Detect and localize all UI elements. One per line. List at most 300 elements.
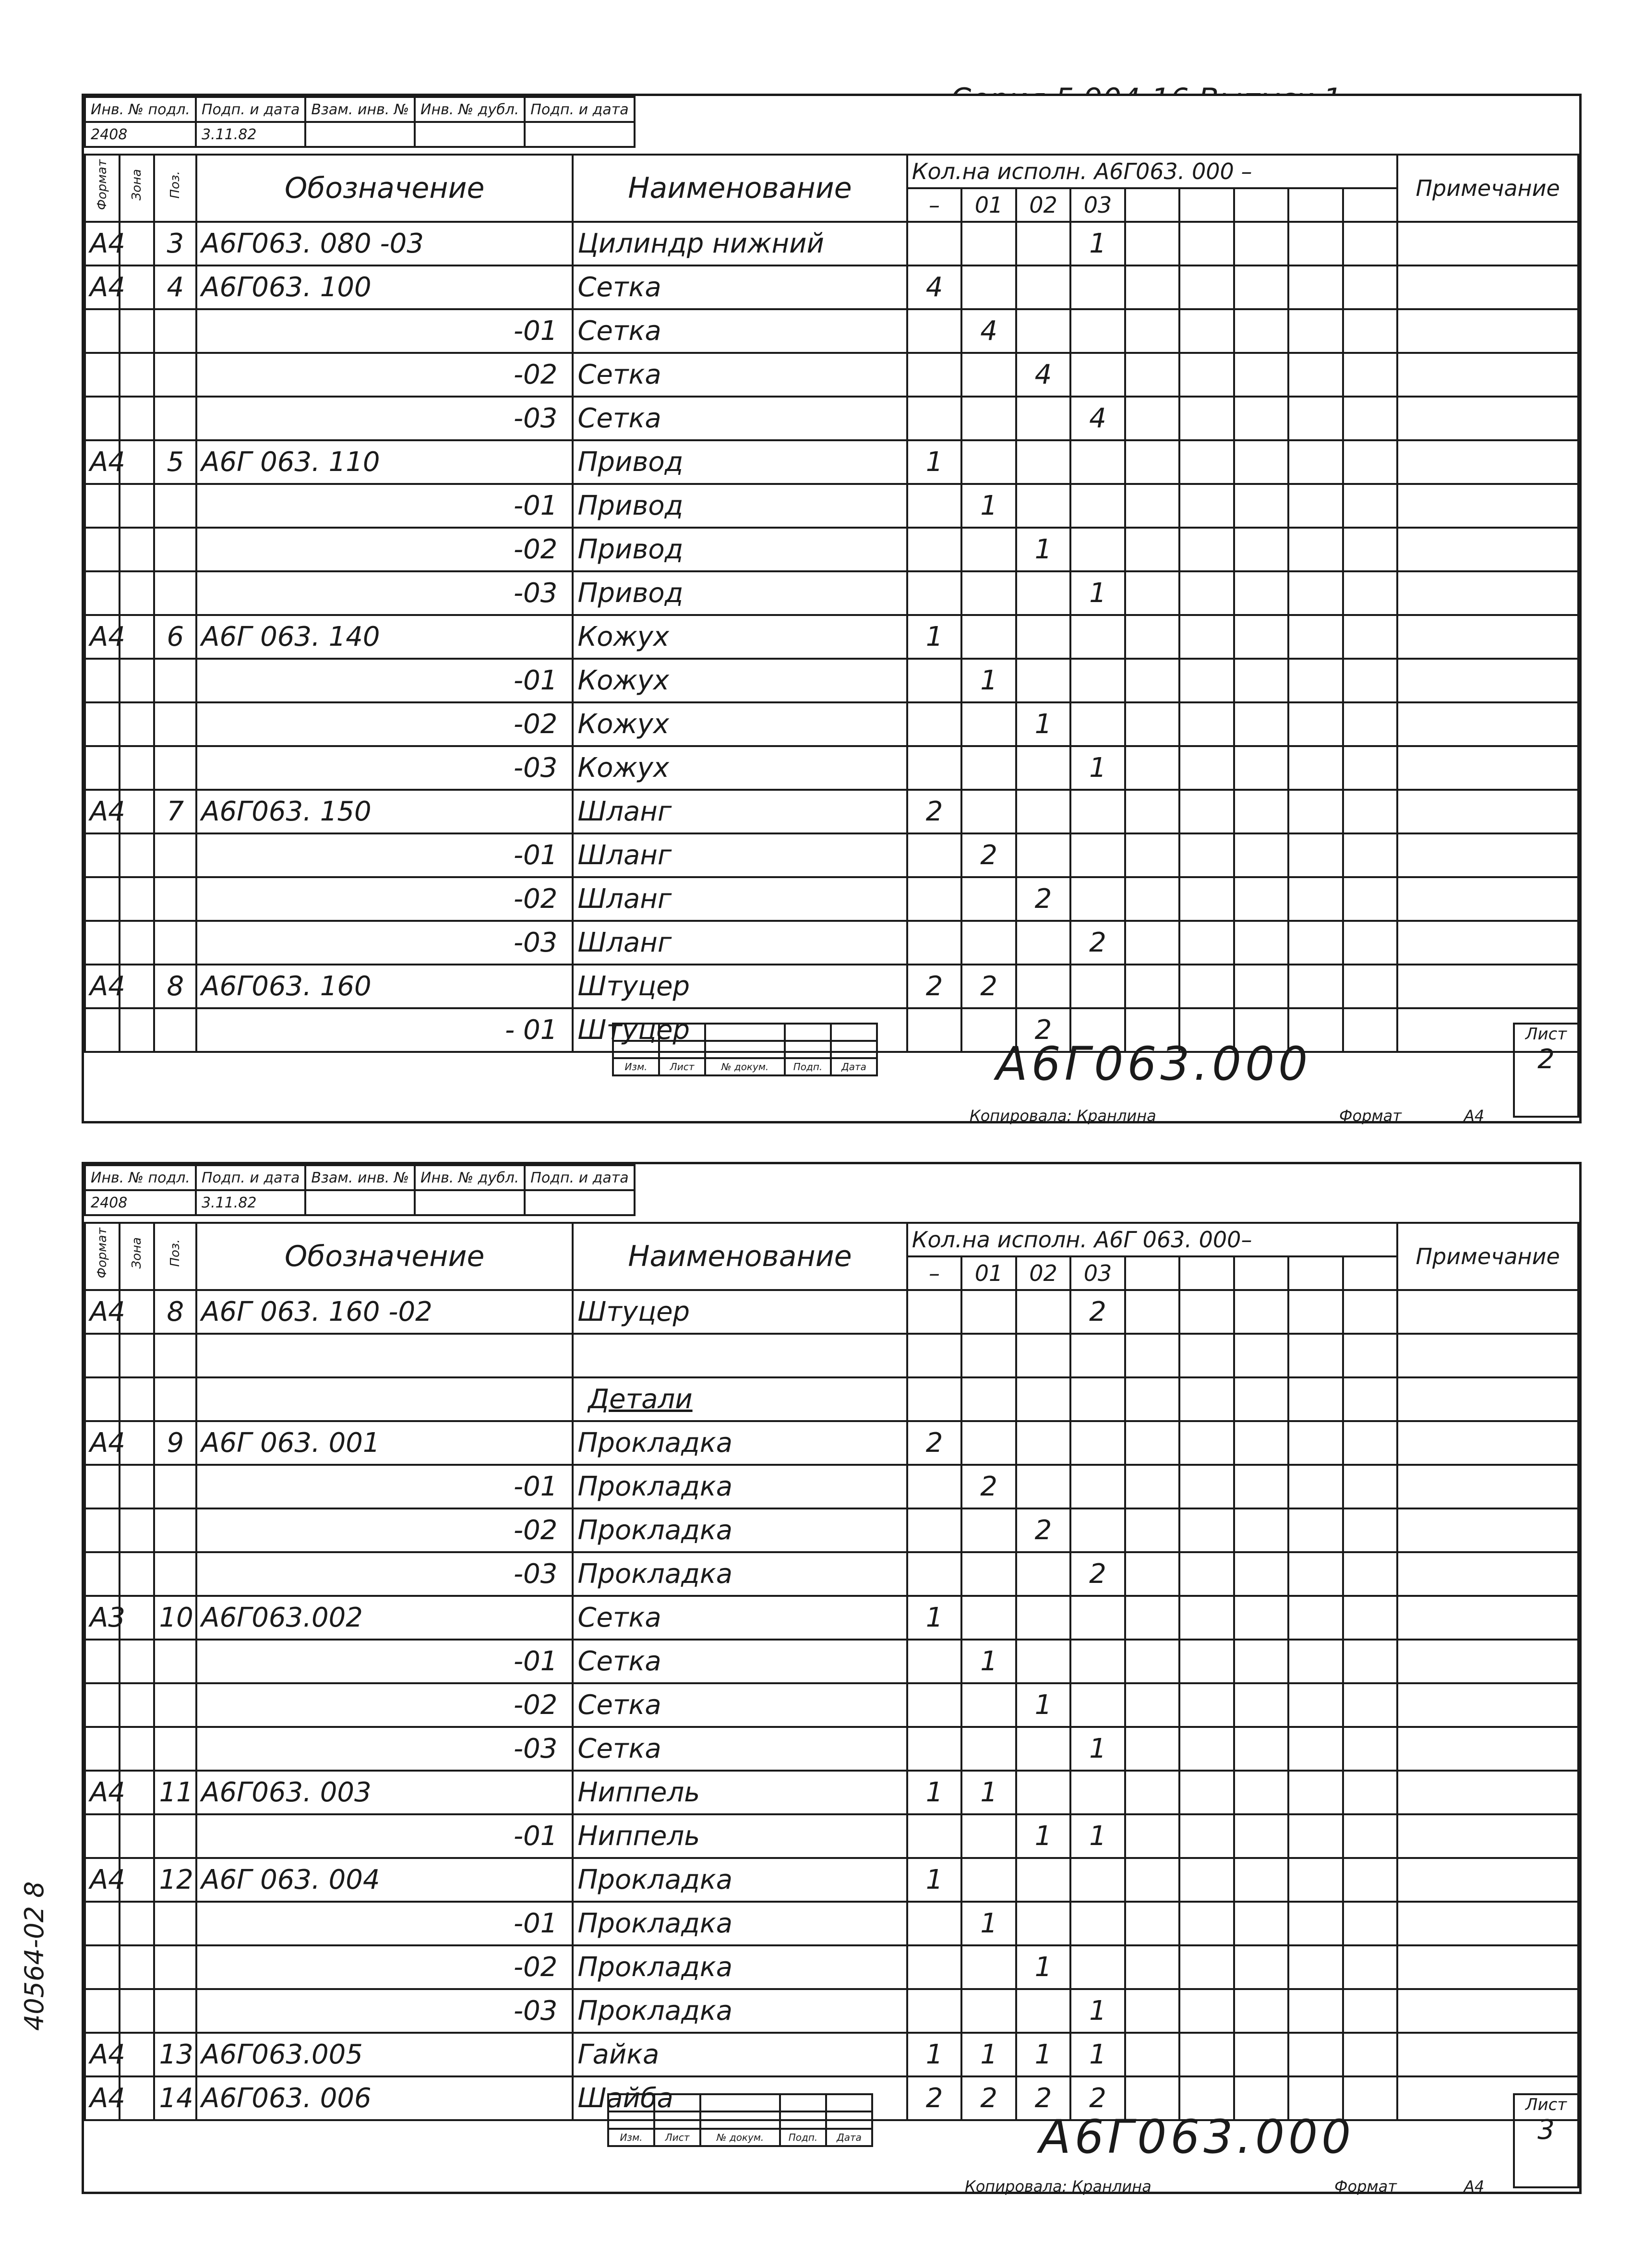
cell-name	[573, 1421, 907, 1465]
cell-designation: -02	[196, 353, 573, 397]
cell-note	[1397, 1334, 1578, 1377]
cell-qty-empty	[1125, 528, 1179, 571]
cell-format	[85, 309, 120, 353]
cell-qty-empty	[1343, 1945, 1398, 1989]
cell-note	[1397, 265, 1578, 309]
cell-qty-empty	[1288, 965, 1343, 1008]
cell-format: А4	[85, 790, 120, 833]
cell-qty-empty	[1179, 1421, 1234, 1465]
cell-name	[573, 1465, 907, 1508]
cell-qty-empty	[1343, 440, 1398, 484]
cell-qty-empty	[1125, 1421, 1179, 1465]
table-row	[85, 353, 1578, 397]
cell-name-text: Прокладка	[577, 1471, 733, 1502]
stamp2-sign-header: Подп. и дата	[196, 1165, 305, 1190]
cell-name-text: Кожух	[577, 665, 670, 696]
cell-format	[85, 528, 120, 571]
cell-qty-empty	[1125, 1465, 1179, 1508]
cell-qty-empty	[1288, 1290, 1343, 1334]
cell-qty-empty	[1343, 615, 1398, 659]
cell-name-text: Шланг	[577, 796, 672, 827]
cell-name-text: Шланг	[577, 840, 672, 871]
cell-qty	[1016, 965, 1070, 1008]
format-value-2: А4	[1464, 2177, 1485, 2196]
cell-pos	[154, 659, 196, 702]
qty2-col-03: 03	[1070, 1256, 1125, 1290]
cell-qty	[907, 222, 961, 265]
cell-pos: 9	[154, 1421, 196, 1465]
cell-qty-empty	[1234, 1552, 1288, 1596]
cell-qty	[1016, 746, 1070, 790]
cell-qty	[1016, 1640, 1070, 1683]
cell-name	[573, 1683, 907, 1727]
cell-format	[85, 877, 120, 921]
cell-qty-empty	[1288, 1945, 1343, 1989]
cell-qty	[907, 1902, 961, 1945]
cell-format: А4	[85, 2033, 120, 2076]
cell-name	[573, 921, 907, 965]
cell-name	[573, 659, 907, 702]
cell-qty	[961, 877, 1016, 921]
cell-zone	[120, 528, 154, 571]
cell-qty: 2	[961, 2076, 1016, 2120]
table-row	[85, 833, 1578, 877]
cell-pos	[154, 1640, 196, 1683]
cell-format	[85, 1945, 120, 1989]
cell-qty	[1016, 1334, 1070, 1377]
cell-format: А4	[85, 1290, 120, 1334]
qty-col-base: –	[907, 188, 961, 222]
cell-name-text: Прокладка	[577, 1995, 733, 2027]
cell-qty-empty	[1179, 965, 1234, 1008]
cell-format: А4	[85, 265, 120, 309]
cell-qty	[1070, 1771, 1125, 1814]
cell-designation: -03	[196, 397, 573, 440]
cell-qty	[907, 746, 961, 790]
cell-qty-empty	[1343, 659, 1398, 702]
cell-zone	[120, 659, 154, 702]
tb2-label-change: Изм.	[608, 2129, 654, 2146]
cell-zone	[120, 1377, 154, 1421]
cell-format	[85, 702, 120, 746]
cell-qty-empty	[1125, 877, 1179, 921]
cell-qty-empty	[1234, 571, 1288, 615]
cell-qty-empty	[1288, 1421, 1343, 1465]
cell-note	[1397, 877, 1578, 921]
spec-table-1	[84, 154, 1579, 1053]
cell-qty-empty	[1288, 833, 1343, 877]
cell-pos	[154, 1334, 196, 1377]
cell-designation: -01	[196, 1465, 573, 1508]
cell-qty: 1	[1070, 571, 1125, 615]
cell-qty	[1070, 1640, 1125, 1683]
cell-format	[85, 1727, 120, 1771]
cell-qty-empty	[1288, 790, 1343, 833]
cell-qty	[961, 1596, 1016, 1640]
stamp2-dup-header: Инв. № дубл.	[415, 1165, 525, 1190]
cell-qty-empty	[1179, 659, 1234, 702]
cell-qty	[1016, 1858, 1070, 1902]
col-note: Примечание	[1397, 155, 1578, 222]
spec-rows-2	[85, 1290, 1578, 2120]
cell-qty	[1016, 265, 1070, 309]
cell-pos	[154, 1377, 196, 1421]
cell-qty-empty	[1343, 571, 1398, 615]
table-row	[85, 2033, 1578, 2076]
cell-note	[1397, 440, 1578, 484]
cell-qty: 1	[1070, 1814, 1125, 1858]
cell-qty-empty	[1179, 1377, 1234, 1421]
cell-pos	[154, 1814, 196, 1858]
cell-qty-empty	[1125, 397, 1179, 440]
table-row	[85, 1902, 1578, 1945]
cell-qty-empty	[1343, 1377, 1398, 1421]
cell-qty	[961, 1989, 1016, 2033]
table-row	[85, 659, 1578, 702]
cell-designation: А6Г063. 006	[196, 2076, 573, 2120]
cell-qty-empty	[1179, 1640, 1234, 1683]
cell-note	[1397, 1421, 1578, 1465]
cell-designation: А6Г063. 080 -03	[196, 222, 573, 265]
cell-zone	[120, 1640, 154, 1683]
col-format: Формат	[85, 155, 120, 222]
cell-name-text: Детали	[588, 1384, 693, 1415]
cell-note	[1397, 309, 1578, 353]
qty2-col-02: 02	[1016, 1256, 1070, 1290]
cell-name	[573, 615, 907, 659]
spec-table-2	[84, 1222, 1579, 2121]
title-block-1	[612, 1023, 878, 1076]
cell-qty: 1	[961, 1771, 1016, 1814]
cell-qty	[907, 528, 961, 571]
cell-pos	[154, 1508, 196, 1552]
cell-qty-empty	[1343, 2033, 1398, 2076]
cell-qty	[1070, 484, 1125, 528]
cell-qty	[961, 571, 1016, 615]
tb2-label-date: Дата	[826, 2129, 872, 2146]
cell-qty-empty	[1343, 1290, 1398, 1334]
cell-note	[1397, 484, 1578, 528]
cell-designation: -02	[196, 1683, 573, 1727]
cell-qty: 4	[1016, 353, 1070, 397]
cell-qty-empty	[1179, 702, 1234, 746]
cell-qty: 2	[907, 2076, 961, 2120]
cell-name	[573, 1771, 907, 1814]
cell-qty: 2	[961, 833, 1016, 877]
cell-designation: -03	[196, 1989, 573, 2033]
cell-format	[85, 1008, 120, 1052]
cell-qty	[1070, 265, 1125, 309]
cell-qty	[907, 1683, 961, 1727]
stamp-sign2-header: Подп. и дата	[525, 97, 634, 122]
cell-qty-empty	[1343, 1334, 1398, 1377]
sheet-number-1: 2	[1537, 1044, 1555, 1075]
cell-qty-empty	[1234, 1334, 1288, 1377]
cell-qty	[1070, 1465, 1125, 1508]
cell-note	[1397, 1727, 1578, 1771]
cell-pos	[154, 484, 196, 528]
cell-designation: -01	[196, 1902, 573, 1945]
col2-pos: Поз.	[154, 1223, 196, 1290]
table-row	[85, 397, 1578, 440]
cell-name-text: Штуцер	[577, 1296, 690, 1327]
cell-qty: 1	[961, 1902, 1016, 1945]
cell-qty	[1070, 877, 1125, 921]
cell-qty	[1070, 353, 1125, 397]
cell-zone	[120, 1008, 154, 1052]
cell-qty-empty	[1234, 1771, 1288, 1814]
cell-qty-empty	[1234, 1465, 1288, 1508]
cell-qty-empty	[1343, 1465, 1398, 1508]
cell-qty: 2	[1016, 1508, 1070, 1552]
cell-qty-empty	[1234, 1290, 1288, 1334]
cell-zone	[120, 877, 154, 921]
cell-qty-empty	[1234, 1989, 1288, 2033]
cell-pos	[154, 746, 196, 790]
cell-qty-empty	[1125, 746, 1179, 790]
cell-qty-empty	[1125, 615, 1179, 659]
cell-qty-empty	[1343, 1814, 1398, 1858]
cell-qty: 1	[961, 1640, 1016, 1683]
cell-designation: -01	[196, 833, 573, 877]
cell-zone	[120, 1334, 154, 1377]
cell-format	[85, 1989, 120, 2033]
cell-qty-empty	[1234, 702, 1288, 746]
cell-qty-empty	[1125, 1902, 1179, 1945]
cell-designation: А6Г063.005	[196, 2033, 573, 2076]
cell-qty-empty	[1288, 1771, 1343, 1814]
cell-note	[1397, 222, 1578, 265]
cell-qty-empty	[1234, 833, 1288, 877]
cell-qty	[1070, 309, 1125, 353]
cell-note	[1397, 1640, 1578, 1683]
cell-name-text: Привод	[577, 578, 684, 609]
cell-qty	[1016, 484, 1070, 528]
cell-qty-empty	[1179, 265, 1234, 309]
side-archive-number: 40564-02 8	[19, 1881, 49, 2031]
cell-qty: 1	[1016, 702, 1070, 746]
cell-qty-empty	[1234, 1508, 1288, 1552]
table-row	[85, 790, 1578, 833]
cell-qty-empty	[1125, 1814, 1179, 1858]
cell-note	[1397, 1814, 1578, 1858]
col2-zone: Зона	[120, 1223, 154, 1290]
cell-qty-empty	[1234, 1596, 1288, 1640]
cell-qty-empty	[1125, 1683, 1179, 1727]
sheet-label-2: Лист	[1525, 2095, 1567, 2114]
cell-name	[573, 265, 907, 309]
cell-name-text: Сетка	[577, 403, 661, 434]
cell-designation: А6Г063. 160	[196, 965, 573, 1008]
cell-qty: 1	[907, 615, 961, 659]
cell-qty: 4	[907, 265, 961, 309]
cell-format	[85, 1552, 120, 1596]
col2-note: Примечание	[1397, 1223, 1578, 1290]
cell-format	[85, 1377, 120, 1421]
cell-pos: 8	[154, 1290, 196, 1334]
cell-pos	[154, 1683, 196, 1727]
cell-name-text: Сетка	[577, 1602, 661, 1633]
cell-qty-empty	[1125, 1727, 1179, 1771]
cell-qty	[961, 1508, 1016, 1552]
cell-qty	[1070, 659, 1125, 702]
cell-format	[85, 1902, 120, 1945]
cell-name-text: Прокладка	[577, 1952, 733, 1983]
cell-qty	[1016, 1377, 1070, 1421]
cell-qty-empty	[1125, 571, 1179, 615]
table-row	[85, 1465, 1578, 1508]
cell-qty-empty	[1125, 222, 1179, 265]
cell-qty	[1070, 1945, 1125, 1989]
cell-qty	[907, 397, 961, 440]
cell-qty: 2	[961, 965, 1016, 1008]
cell-zone	[120, 1727, 154, 1771]
tb-label-sheet: Лист	[659, 1058, 705, 1075]
cell-qty-empty	[1288, 1596, 1343, 1640]
cell-qty: 2	[1070, 1290, 1125, 1334]
cell-qty-empty	[1179, 440, 1234, 484]
cell-name-text: Штуцер	[577, 1014, 690, 1046]
cell-name	[573, 1727, 907, 1771]
cell-name-text: Прокладка	[577, 1427, 733, 1459]
cell-format	[85, 921, 120, 965]
table-row	[85, 1989, 1578, 2033]
cell-qty-empty	[1234, 397, 1288, 440]
cell-note	[1397, 1290, 1578, 1334]
cell-designation: -03	[196, 921, 573, 965]
cell-qty	[961, 528, 1016, 571]
cell-zone	[120, 484, 154, 528]
table-row	[85, 746, 1578, 790]
tb2-label-docnum: № докум.	[700, 2129, 780, 2146]
cell-qty	[907, 702, 961, 746]
cell-format: А4	[85, 965, 120, 1008]
cell-format	[85, 1334, 120, 1377]
cell-qty-empty	[1288, 484, 1343, 528]
cell-qty: 1	[907, 1858, 961, 1902]
table-row	[85, 571, 1578, 615]
cell-qty	[961, 1377, 1016, 1421]
cell-qty	[1016, 1421, 1070, 1465]
cell-qty: 2	[1016, 2076, 1070, 2120]
cell-qty-empty	[1288, 1814, 1343, 1858]
cell-qty	[1016, 790, 1070, 833]
cell-qty-empty	[1343, 1902, 1398, 1945]
cell-designation: -01	[196, 1640, 573, 1683]
cell-qty-empty	[1234, 790, 1288, 833]
stamp2-inv-header: Инв. № подл.	[85, 1165, 196, 1190]
tb-label-sign: Подп.	[785, 1058, 831, 1075]
table-row	[85, 1421, 1578, 1465]
cell-qty: 1	[1016, 528, 1070, 571]
cell-qty-empty	[1234, 484, 1288, 528]
cell-qty	[907, 1290, 961, 1334]
cell-qty	[907, 1465, 961, 1508]
cell-format: А4	[85, 1421, 120, 1465]
sheet-label-1: Лист	[1525, 1025, 1567, 1044]
cell-name	[573, 1814, 907, 1858]
cell-qty-empty	[1179, 528, 1234, 571]
cell-qty	[1016, 440, 1070, 484]
cell-qty-empty	[1125, 965, 1179, 1008]
cell-format: А4	[85, 615, 120, 659]
cell-qty	[1016, 1596, 1070, 1640]
cell-qty	[961, 222, 1016, 265]
cell-qty	[961, 353, 1016, 397]
cell-qty-empty	[1125, 1596, 1179, 1640]
cell-qty-empty	[1288, 1989, 1343, 2033]
stamp2-replace-header: Взам. инв. №	[305, 1165, 415, 1190]
cell-qty-empty	[1179, 484, 1234, 528]
cell-pos: 11	[154, 1771, 196, 1814]
cell-qty-empty	[1343, 965, 1398, 1008]
cell-qty-empty	[1343, 1552, 1398, 1596]
cell-qty-empty	[1234, 746, 1288, 790]
cell-qty	[907, 1552, 961, 1596]
cell-note	[1397, 659, 1578, 702]
sheet-number-box-2	[1513, 2093, 1579, 2188]
cell-name	[573, 309, 907, 353]
cell-qty-empty	[1343, 484, 1398, 528]
col-name: Наименование	[573, 155, 907, 222]
cell-qty	[961, 397, 1016, 440]
cell-qty	[961, 746, 1016, 790]
cell-format	[85, 353, 120, 397]
cell-designation: -02	[196, 1945, 573, 1989]
cell-format	[85, 571, 120, 615]
cell-qty-empty	[1179, 353, 1234, 397]
cell-qty-empty	[1234, 440, 1288, 484]
cell-name-text: Кожух	[577, 752, 670, 784]
cell-note	[1397, 1945, 1578, 1989]
qty-col-02: 02	[1016, 188, 1070, 222]
cell-format: А4	[85, 440, 120, 484]
cell-qty-empty	[1343, 1596, 1398, 1640]
cell-qty-empty	[1179, 615, 1234, 659]
stamp-inv-header: Инв. № подл.	[85, 97, 196, 122]
cell-qty-empty	[1179, 1552, 1234, 1596]
cell-qty	[907, 1945, 961, 1989]
cell-qty-empty	[1288, 1640, 1343, 1683]
cell-qty-empty	[1179, 921, 1234, 965]
cell-designation: -03	[196, 1727, 573, 1771]
qty-col-01: 01	[961, 188, 1016, 222]
cell-format: А4	[85, 1771, 120, 1814]
cell-qty	[961, 1552, 1016, 1596]
cell-qty-empty	[1343, 1683, 1398, 1727]
cell-qty	[1016, 571, 1070, 615]
cell-qty: 1	[1070, 1727, 1125, 1771]
cell-zone	[120, 746, 154, 790]
cell-designation: -01	[196, 1814, 573, 1858]
cell-format	[85, 1683, 120, 1727]
cell-name-text: Привод	[577, 534, 684, 565]
cell-pos	[154, 528, 196, 571]
cell-designation: А6Г063. 100	[196, 265, 573, 309]
cell-zone	[120, 1465, 154, 1508]
cell-qty-empty	[1125, 1377, 1179, 1421]
cell-qty-empty	[1343, 222, 1398, 265]
cell-qty-empty	[1234, 222, 1288, 265]
table-row	[85, 1858, 1578, 1902]
table-row	[85, 1552, 1578, 1596]
cell-name	[573, 397, 907, 440]
cell-qty-empty	[1343, 1508, 1398, 1552]
cell-note	[1397, 1771, 1578, 1814]
cell-qty-empty	[1343, 746, 1398, 790]
cell-pos	[154, 1945, 196, 1989]
cell-qty-empty	[1288, 222, 1343, 265]
